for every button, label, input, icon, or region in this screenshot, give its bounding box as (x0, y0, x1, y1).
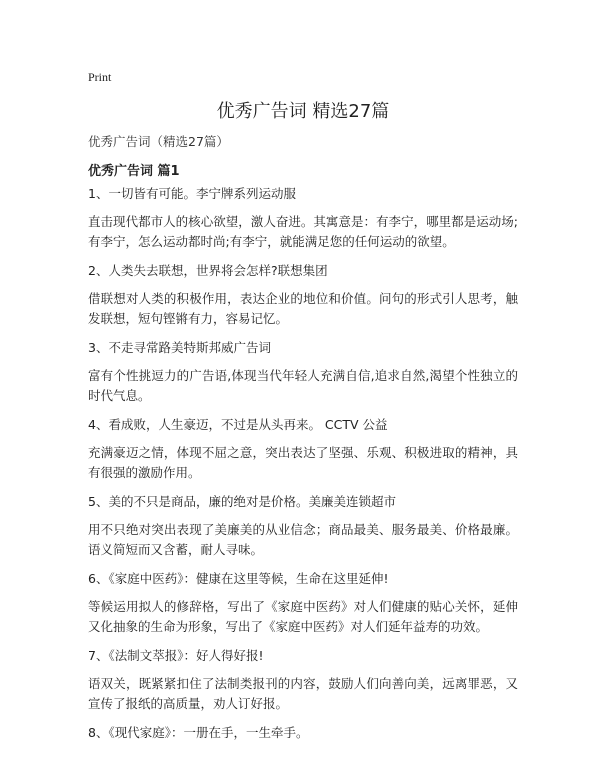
item-body-2: 借联想对人类的积极作用，表达企业的地位和价值。问句的形式引人思考，触发联想，短句铿锵有力，容易记忆。 (88, 291, 518, 326)
item-heading-7: 7、《法制文萃报》：好人得好报! (88, 648, 264, 663)
item-heading-5: 5、美的不只是商品，廉的绝对是价格。美廉美连锁超市 (88, 494, 396, 509)
item-body-3: 富有个性挑逗力的广告语,体现当代年轻人充满自信,追求自然,渴望个性独立的时代气息。 (88, 368, 518, 403)
page-title: 优秀广告词 精选27篇 (216, 101, 390, 122)
article-content (88, 184, 518, 751)
item-body-5: 用不只绝对突出表现了美廉美的从业信念；商品最美、服务最美、价格最廉。语义简短而又含蓄，耐人寻味。 (88, 522, 518, 557)
item-heading-6: 6、《家庭中医药》：健康在这里等候，生命在这里延伸! (88, 571, 389, 586)
item-heading-4: 4、看成败，人生豪迈，不过是从头再来。 CCTV 公益 (88, 417, 388, 432)
item-body-6: 等候运用拟人的修辞格，写出了《家庭中医药》对人们健康的贴心关怀，延伸又化抽象的生命为形象，写出了《家庭中医药》对人们延年益寿的功效。 (88, 599, 518, 634)
item-heading-2: 2、人类失去联想，世界将会怎样?联想集团 (88, 263, 328, 278)
item-body-7: 语双关，既紧紧扣住了法制类报刊的内容，鼓励人们向善向美，远离罪恶，又宣传了报纸的高质量，劝人订好报。 (88, 676, 518, 711)
print-link[interactable]: Print (88, 70, 112, 84)
document-subtitle: 优秀广告词（精选27篇） (88, 134, 229, 149)
section-heading: 优秀广告词 篇1 (88, 164, 180, 179)
item-heading-8: 8、《现代家庭》：一册在手，一生牵手。 (88, 725, 309, 740)
item-heading-1: 1、一切皆有可能。李宁牌系列运动服 (88, 186, 296, 201)
item-heading-3: 3、不走寻常路美特斯邦威广告词 (88, 340, 271, 355)
item-body-4: 充满豪迈之情，体现不屈之意，突出表达了坚强、乐观、积极进取的精神，具有很强的激励作用。 (88, 445, 518, 480)
item-body-1: 直击现代都市人的核心欲望，激人奋进。其寓意是：有李宁，哪里都是运动场;有李宁，怎么运动都时尚;有李宁，就能满足您的任何运动的欲望。 (88, 214, 518, 249)
